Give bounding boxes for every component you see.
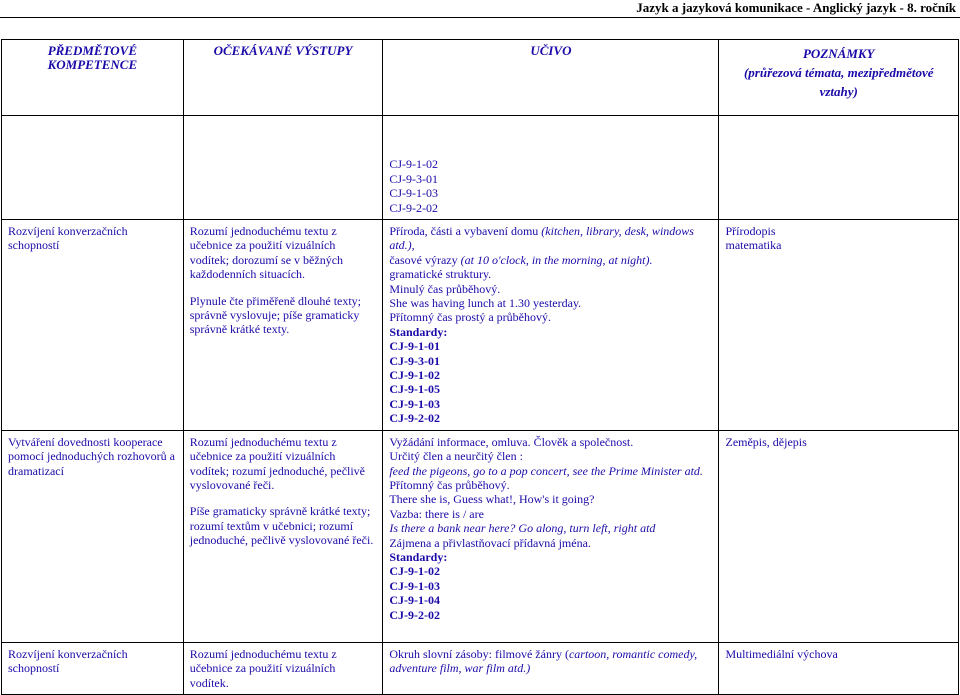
cell-outputs <box>183 220 383 431</box>
table-row <box>2 642 959 694</box>
curriculum-text: Okruh slovní zásoby: filmové žánry ( <box>389 646 569 661</box>
note-subject: Přírodopis <box>725 224 776 238</box>
cell-curriculum <box>383 430 719 642</box>
cell-notes: Zeměpis, dějepis <box>719 430 959 642</box>
cell-notes <box>719 220 959 431</box>
standard-code: CJ-9-2-02 <box>389 411 440 426</box>
curriculum-example: (kitchen, library, desk, windows atd.), <box>389 224 694 253</box>
cell-codes <box>383 116 719 220</box>
curriculum-line: Vyžádání informace, omluva. Člověk a společnost. <box>389 434 634 449</box>
cell-competence: Rozvíjení konverzačních schopností <box>2 642 184 694</box>
curriculum-line: Zájmena a přivlastňovací přídavná jména. <box>389 535 591 550</box>
cell-outputs <box>183 430 383 642</box>
standard-code: CJ-9-1-04 <box>389 593 440 608</box>
standard-code: CJ-9-1-03 <box>389 186 438 201</box>
curriculum-line <box>389 253 712 267</box>
curriculum-text: časové výrazy <box>389 252 461 267</box>
curriculum-line: gramatické struktury. <box>389 267 492 282</box>
table-row-codes <box>2 116 959 220</box>
outputs-paragraph: Rozumí jednoduchému textu z učebnice za použití vizuálních vodítek; rozumí jednoduché, pečlivě vyslovované řeči. <box>189 434 366 492</box>
col-header-competences: PŘEDMĚTOVÉ KOMPETENCE <box>2 40 184 116</box>
curriculum-line: Přítomný čas průběhový. <box>389 477 510 492</box>
spacer <box>190 282 377 294</box>
curriculum-table <box>1 39 959 695</box>
table-header-row <box>2 40 959 116</box>
standard-code: CJ-9-1-05 <box>389 382 440 397</box>
curriculum-example: feed the pigeons, go to a pop concert, see the Prime Minister atd. <box>389 463 703 478</box>
col-header-curriculum: UČIVO <box>383 40 719 116</box>
curriculum-line: Vazba: there is / are <box>389 506 484 521</box>
note-subject: matematika <box>725 238 782 253</box>
curriculum-example: (at 10 o'clock, in the morning, at night). <box>460 252 653 267</box>
notes-header-title: POZNÁMKY <box>802 46 875 61</box>
curriculum-line <box>389 224 712 253</box>
standards-label: Standardy: <box>389 324 448 339</box>
table-row <box>2 430 959 642</box>
col-header-outputs: OČEKÁVANÉ VÝSTUPY <box>183 40 383 116</box>
notes-header-subtitle: (průřezová témata, mezipředmětové vztahy) <box>743 65 934 99</box>
curriculum-example: Is there a bank near here? Go along, turn left, right atd <box>389 521 656 536</box>
col-header-notes <box>719 40 959 116</box>
curriculum-line: Určitý člen a neurčitý člen : <box>389 449 523 464</box>
standards-label: Standardy: <box>389 549 448 564</box>
standard-code: CJ-9-1-02 <box>389 157 438 172</box>
spacer <box>190 492 377 504</box>
standard-code: CJ-9-1-02 <box>389 564 440 579</box>
outputs-paragraph: Píše gramaticky správně krátké texty; rozumí textům v učebnici; rozumí jednoduché, pečlivě vyslovované řeči. <box>189 504 374 548</box>
outputs-paragraph: Rozumí jednoduchému textu z učebnice za použití vizuálních vodítek; dorozumí se v běžných každodenních situacích. <box>189 224 344 282</box>
standard-code: CJ-9-1-02 <box>389 368 440 383</box>
cell-curriculum <box>383 642 719 694</box>
curriculum-line: She was having lunch at 1.30 yesterday. <box>389 296 582 311</box>
curriculum-line: There she is, Guess what!, How's it going? <box>389 492 595 507</box>
title-rule <box>0 17 960 18</box>
cell-outputs: Rozumí jednoduchému textu z učebnice za použití vizuálních vodítek. <box>183 642 383 694</box>
curriculum-text: Příroda, části a vybavení domu <box>389 224 542 238</box>
standard-code: CJ-9-1-03 <box>389 396 440 411</box>
table-row <box>2 220 959 431</box>
curriculum-line: Minulý čas průběhový. <box>389 281 501 296</box>
standard-code: CJ-9-2-02 <box>389 200 438 215</box>
standard-code: CJ-9-3-01 <box>389 171 438 186</box>
curriculum-line: Přítomný čas prostý a průběhový. <box>389 310 551 325</box>
outputs-paragraph: Plynule čte přiměřeně dlouhé texty; správně vyslovuje; píše gramaticky správně krátké texty. <box>189 293 362 337</box>
cell-notes: Multimediální výchova <box>719 642 959 694</box>
standard-code: CJ-9-1-01 <box>389 339 440 354</box>
cell-empty <box>2 116 184 220</box>
cell-empty <box>183 116 383 220</box>
standard-code: CJ-9-1-03 <box>389 578 440 593</box>
curriculum-example: cartoon, romantic comedy, adventure film, war film atd.) <box>389 646 698 676</box>
cell-empty <box>719 116 959 220</box>
standard-code: CJ-9-3-01 <box>389 353 440 368</box>
cell-curriculum <box>383 220 719 431</box>
standard-code: CJ-9-2-02 <box>389 607 440 622</box>
document-title: Jazyk a jazyková komunikace - Anglický jazyk - 8. ročník <box>636 0 956 15</box>
cell-competence: Vytváření dovednosti kooperace pomocí jednoduchých rozhovorů a dramatizací <box>2 430 184 642</box>
cell-competence: Rozvíjení konverzačních schopností <box>2 220 184 431</box>
